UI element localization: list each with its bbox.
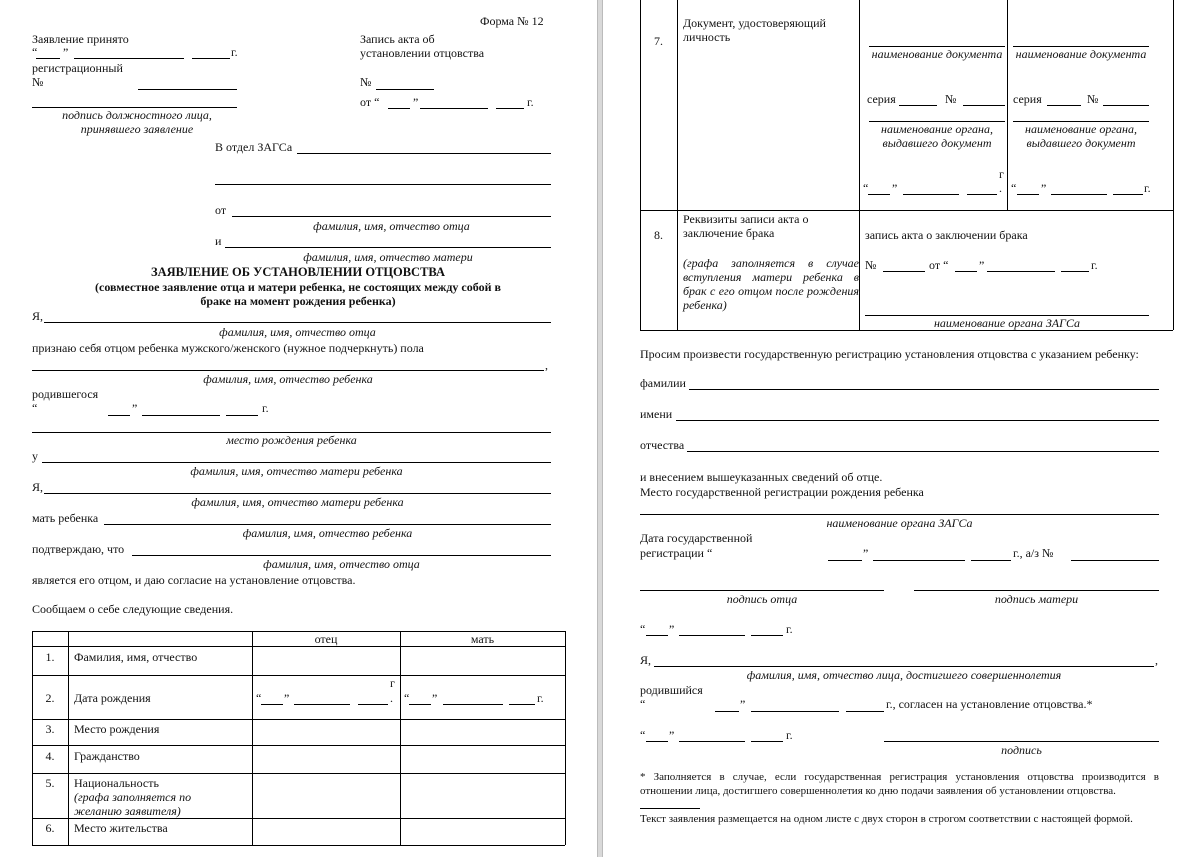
- form-text: регистрации “: [640, 546, 713, 560]
- form-text: г.: [527, 95, 534, 109]
- form-text: фамилия, имя, отчество отца: [219, 325, 376, 339]
- fill-line: [846, 711, 884, 712]
- fill-line: [646, 635, 668, 636]
- fill-line: [687, 451, 1159, 452]
- footnote: * Заполняется в случае, если государственная регистрация установления отцовства производится в отношении лица, достигшего совершеннолетия ко дню подачи заявления об установлении отцовства.: [640, 771, 1159, 797]
- form-text: “: [32, 401, 38, 415]
- form-text: фамилия, имя, отчество матери ребенка: [191, 495, 404, 509]
- fill-line: [44, 322, 551, 323]
- left-page: [0, 0, 598, 857]
- fill-line: [883, 271, 925, 272]
- form-text: наименование органа ЗАГСа: [933, 316, 1081, 330]
- table-border: [859, 0, 860, 330]
- form-text: “: [256, 691, 262, 705]
- fill-line: [646, 741, 668, 742]
- form-text: ”: [892, 181, 898, 195]
- form-text: подпись: [1001, 743, 1042, 757]
- fill-line: [640, 808, 700, 809]
- form-text: 8.: [654, 228, 663, 242]
- fill-line: [640, 590, 884, 591]
- form-text: подтверждаю, что: [32, 542, 125, 556]
- fill-line: [971, 560, 1011, 561]
- fill-line: [261, 704, 283, 705]
- row-label: Дата рождения: [74, 691, 151, 705]
- table-border: [68, 631, 69, 845]
- form-text: г: [999, 167, 1004, 181]
- form-text: №: [360, 75, 372, 89]
- form-text: ”: [863, 546, 869, 560]
- form-text: у: [32, 449, 38, 463]
- form-text: подпись отца: [726, 592, 798, 606]
- form-text: родившийся: [640, 683, 703, 697]
- fill-line: [226, 415, 258, 416]
- form-text: фамилия, имя, отчество лица, достигшего совершеннолетия: [746, 668, 1062, 682]
- right-page: [602, 0, 1200, 857]
- fill-line: [1051, 194, 1107, 195]
- fill-line: [955, 271, 977, 272]
- table-border: [565, 631, 566, 845]
- form-text: “: [404, 691, 410, 705]
- form-text: 7.: [654, 34, 663, 48]
- fill-line: [74, 58, 184, 59]
- form-text: 4.: [45, 749, 55, 763]
- form-text: наименование органа, выдавшего документ: [1025, 122, 1137, 150]
- form-text: “: [640, 728, 646, 742]
- form-text: ”: [669, 622, 675, 636]
- fill-line: [388, 108, 410, 109]
- row8-note: (графа заполняется в случае вступления матери ребенка в брак с его отцом после рождения ребенка): [683, 256, 859, 312]
- form-text: г.: [786, 622, 793, 636]
- form-text: наименование органа, выдавшего документ: [881, 122, 993, 150]
- form-text: г.: [537, 691, 544, 705]
- row-label: Место жительства: [74, 821, 168, 835]
- fill-line: [963, 105, 1005, 106]
- form-text: “: [863, 181, 869, 195]
- fill-line: [409, 704, 431, 705]
- form-text: г.: [262, 401, 269, 415]
- to-zags-label: В отдел ЗАГСа: [215, 140, 293, 154]
- form-text: г: [390, 676, 395, 690]
- form-text: отчества: [640, 438, 685, 452]
- row-label: Фамилия, имя, отчество: [74, 650, 198, 664]
- table-border: [400, 631, 401, 845]
- form-text: г.: [786, 728, 793, 742]
- form-text: наименование документа: [1015, 47, 1147, 61]
- final-note: Текст заявления размещается на одном листе с двух сторон в строгом соответствии с настоящей формой.: [640, 813, 1133, 825]
- table-border: [252, 631, 253, 845]
- form-text: фамилия, имя, отчество отца: [313, 219, 470, 233]
- form-text: 5.: [45, 776, 55, 790]
- fill-line: [32, 646, 565, 647]
- form-text: ,: [1155, 653, 1158, 667]
- form-text: от “: [360, 95, 380, 109]
- form-text: от “: [929, 258, 949, 272]
- fill-line: [32, 745, 565, 746]
- form-text: фамилия, имя, отчество матери: [303, 250, 473, 264]
- form-text: №: [1087, 92, 1099, 106]
- fill-line: [142, 415, 220, 416]
- form-text: и: [215, 234, 222, 248]
- fill-line: [376, 89, 434, 90]
- row-note: (графа заполняется по желанию заявителя): [74, 790, 192, 818]
- form-text: ”: [413, 95, 419, 109]
- form-text: №: [945, 92, 957, 106]
- fill-line: [509, 704, 535, 705]
- form-text: серия: [1013, 92, 1042, 106]
- form-text: фамилия, имя, отчество ребенка: [242, 526, 413, 540]
- form-text: №: [32, 75, 44, 89]
- fill-line: [676, 420, 1159, 421]
- form-number: Форма № 12: [480, 14, 544, 28]
- fill-line: [420, 108, 488, 109]
- table-border: [1007, 0, 1008, 210]
- fill-line: [297, 153, 551, 154]
- form-text: .: [999, 181, 1002, 195]
- form-text: ”: [669, 728, 675, 742]
- statement-subtitle: (совместное заявление отца и матери ребенка, не состоящих между собой в браке на момент рождения ребенка): [95, 280, 501, 308]
- form-text: ”: [63, 45, 69, 59]
- place-text: Место государственной регистрации рождения ребенка: [640, 485, 924, 499]
- form-text: г.: [1144, 181, 1151, 195]
- form-text: наименование документа: [871, 47, 1003, 61]
- fill-line: [751, 741, 783, 742]
- form-text: 2.: [45, 691, 55, 705]
- fill-line: [1017, 194, 1039, 195]
- fill-line: [192, 58, 230, 59]
- record-title: Запись акта об установлении отцовства: [360, 32, 485, 60]
- form-text: “: [640, 697, 646, 711]
- fill-line: [138, 89, 237, 90]
- form-text: фамилии: [640, 376, 686, 390]
- form-text: ”: [1041, 181, 1047, 195]
- fill-line: [873, 560, 965, 561]
- fill-line: [914, 590, 1159, 591]
- form-text: г., согласен на установление отцовства.*: [886, 697, 1093, 711]
- fill-line: [828, 560, 862, 561]
- form-text: Я,: [32, 480, 44, 494]
- fill-line: [640, 210, 1173, 211]
- inform-text: Сообщаем о себе следующие сведения.: [32, 602, 234, 616]
- form-text: “: [32, 45, 38, 59]
- row-label: Место рождения: [74, 722, 160, 736]
- fill-line: [679, 741, 745, 742]
- fill-line: [443, 704, 503, 705]
- fill-line: [967, 194, 997, 195]
- fill-line: [903, 194, 959, 195]
- form-text: ,: [545, 358, 548, 372]
- fill-line: [358, 704, 388, 705]
- official-signature-caption: подпись должностного лица, принявшего заявление: [62, 108, 212, 136]
- fill-line: [32, 773, 565, 774]
- fill-line: [36, 58, 60, 59]
- fill-line: [884, 741, 1159, 742]
- table-border: [677, 0, 678, 330]
- fill-line: [1113, 194, 1143, 195]
- form-text: Я,: [640, 653, 652, 667]
- fill-line: [715, 711, 739, 712]
- fill-line: [42, 462, 551, 463]
- recognize-text: признаю себя отцом ребенка мужского/женского (нужное подчеркнуть) пола: [32, 341, 424, 355]
- form-text: г.: [231, 45, 238, 59]
- row-label: Национальность: [74, 776, 159, 790]
- row7-label: Документ, удостоверяющий личность: [683, 16, 826, 44]
- fill-line: [640, 514, 1159, 515]
- fill-line: [32, 675, 565, 676]
- form-text: родившегося: [32, 387, 99, 401]
- row8-label: Реквизиты записи акта о заключение брака: [683, 212, 809, 240]
- fill-line: [679, 635, 745, 636]
- form-text: фамилия, имя, отчество ребенка: [203, 372, 373, 386]
- form-text: наименование органа ЗАГСа: [826, 516, 973, 530]
- fill-line: [640, 330, 1173, 331]
- consent-text: является его отцом, и даю согласие на установление отцовства.: [32, 573, 356, 587]
- fill-line: [32, 719, 565, 720]
- fill-line: [1047, 105, 1081, 106]
- form-text: фамилия, имя, отчество матери ребенка: [190, 464, 403, 478]
- fill-line: [868, 194, 890, 195]
- fill-line: [225, 247, 551, 248]
- form-text: от: [215, 203, 227, 217]
- form-text: ”: [132, 401, 138, 415]
- request-text: Просим произвести государственную регистрацию установления отцовства с указанием ребенку:: [640, 347, 1139, 361]
- form-text: подпись матери: [994, 592, 1079, 606]
- fill-line: [104, 524, 551, 525]
- fill-line: [294, 704, 350, 705]
- statement-title: ЗАЯВЛЕНИЕ ОБ УСТАНОВЛЕНИИ ОТЦОВСТВА: [150, 265, 445, 279]
- form-text: мать ребенка: [32, 511, 99, 525]
- row-label: Гражданство: [74, 749, 140, 763]
- form-text: г., а/з №: [1013, 546, 1054, 560]
- fill-line: [899, 105, 937, 106]
- fill-line: [32, 845, 565, 846]
- form-text: место рождения ребенка: [226, 433, 357, 447]
- fill-line: [496, 108, 524, 109]
- col-mother: мать: [470, 632, 495, 646]
- form-text: 3.: [45, 722, 55, 736]
- fill-line: [232, 216, 551, 217]
- form-text: запись акта о заключении брака: [865, 228, 1028, 242]
- table-border: [640, 0, 641, 330]
- fill-line: [689, 389, 1159, 390]
- fill-line: [108, 415, 130, 416]
- fill-line: [32, 370, 544, 371]
- form-text: “: [1011, 181, 1017, 195]
- table-border: [1173, 0, 1174, 330]
- col-father: отец: [314, 632, 338, 646]
- form-text: Дата государственной: [640, 531, 753, 545]
- form-text: серия: [867, 92, 896, 106]
- form-text: “: [640, 622, 646, 636]
- form-text: Я,: [32, 309, 44, 323]
- fill-line: [32, 818, 565, 819]
- entering-text: и внесением вышеуказанных сведений об отце.: [640, 470, 883, 484]
- form-text: №: [865, 258, 877, 272]
- fill-line: [44, 493, 551, 494]
- fill-line: [1103, 105, 1149, 106]
- form-text: ”: [284, 691, 290, 705]
- form-text: имени: [640, 407, 673, 421]
- fill-line: [132, 555, 551, 556]
- fill-line: [1071, 560, 1159, 561]
- form-text: ”: [740, 697, 746, 711]
- fill-line: [1061, 271, 1089, 272]
- form-text: 1.: [45, 650, 55, 664]
- form-text: .: [390, 691, 393, 705]
- form-text: 6.: [45, 821, 55, 835]
- fill-line: [751, 635, 783, 636]
- form-text: г.: [1091, 258, 1098, 272]
- form-text: ”: [432, 691, 438, 705]
- fill-line: [751, 711, 839, 712]
- accepted-title: Заявление принято: [32, 32, 129, 46]
- form-text: фамилия, имя, отчество отца: [263, 557, 420, 571]
- reg-label: регистрационный: [32, 61, 123, 75]
- fill-line: [987, 271, 1055, 272]
- fill-line: [654, 666, 1154, 667]
- form-text: ”: [979, 258, 985, 272]
- fill-line: [215, 184, 551, 185]
